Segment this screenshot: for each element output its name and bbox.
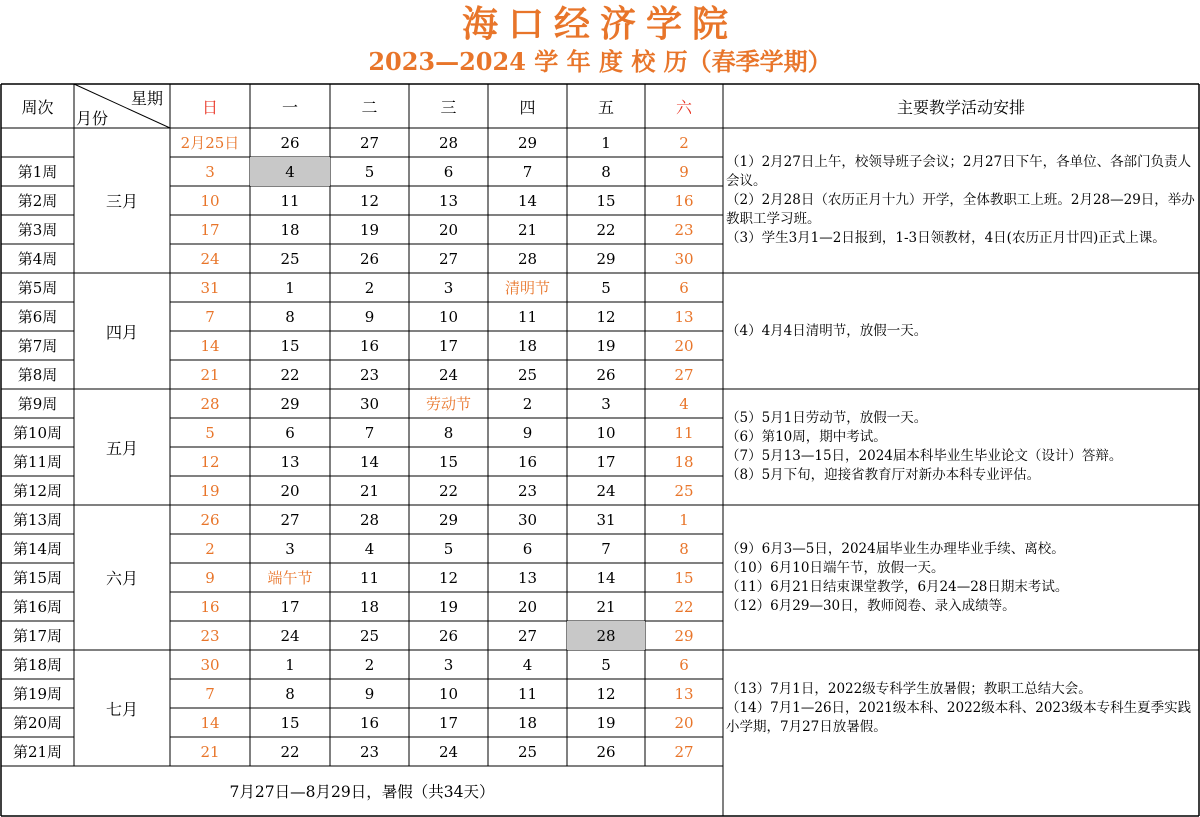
day-cell: 31 xyxy=(200,278,220,297)
day-cell: 23 xyxy=(200,626,220,645)
day-cell: 5 xyxy=(364,162,375,181)
day-cell: 端午节 xyxy=(267,569,313,587)
day-cell: 16 xyxy=(200,597,220,616)
activity-block xyxy=(723,273,1199,389)
day-cell: 16 xyxy=(359,336,380,355)
day-cell: 13 xyxy=(438,191,459,210)
day-cell: 3 xyxy=(205,162,215,181)
day-cell: 1 xyxy=(285,655,295,674)
day-cell: 23 xyxy=(359,742,380,761)
day-cell: 19 xyxy=(200,481,220,500)
day-cell: 3 xyxy=(601,394,611,413)
day-cell: 22 xyxy=(596,220,616,239)
page-title: 海口经济学院 xyxy=(461,3,738,45)
day-cell: 24 xyxy=(200,249,220,268)
day-cell: 11 xyxy=(517,307,538,326)
week-label: 第15周 xyxy=(12,569,63,587)
day-cell: 19 xyxy=(596,713,616,732)
weekday-header: 五 xyxy=(597,97,614,117)
day-cell: 26 xyxy=(359,249,380,268)
day-cell: 27 xyxy=(674,365,694,384)
day-cell: 22 xyxy=(674,597,694,616)
day-cell: 12 xyxy=(438,568,459,587)
week-label xyxy=(1,128,74,157)
day-cell: 26 xyxy=(280,133,300,152)
day-cell: 25 xyxy=(280,249,300,268)
day-cell: 8 xyxy=(443,423,454,442)
day-cell: 28 xyxy=(596,626,616,645)
day-cell: 15 xyxy=(674,568,694,587)
day-cell: 25 xyxy=(517,742,538,761)
day-cell: 6 xyxy=(285,423,295,442)
day-cell: 12 xyxy=(596,307,616,326)
day-cell: 28 xyxy=(438,133,459,152)
day-cell: 6 xyxy=(443,162,454,181)
week-label: 第11周 xyxy=(12,453,63,471)
day-cell: 21 xyxy=(596,597,616,616)
day-cell: 30 xyxy=(359,394,380,413)
week-label: 第5周 xyxy=(17,279,58,297)
day-cell: 7 xyxy=(601,539,611,558)
day-cell: 15 xyxy=(438,452,459,471)
weekday-header: 日 xyxy=(201,97,218,117)
day-cell: 3 xyxy=(443,278,454,297)
day-cell: 20 xyxy=(517,597,538,616)
month-label: 三月 xyxy=(105,192,138,211)
day-cell: 21 xyxy=(200,365,220,384)
day-cell: 12 xyxy=(200,452,220,471)
day-cell: 21 xyxy=(517,220,538,239)
day-cell: 23 xyxy=(674,220,694,239)
day-cell: 23 xyxy=(359,365,380,384)
day-cell: 24 xyxy=(438,742,459,761)
corner-month-label: 月份 xyxy=(76,109,109,128)
day-cell: 25 xyxy=(517,365,538,384)
day-cell: 17 xyxy=(438,336,459,355)
week-label: 第17周 xyxy=(12,627,63,645)
day-cell: 6 xyxy=(679,655,689,674)
week-column-header: 周次 xyxy=(21,97,54,117)
week-label: 第3周 xyxy=(17,221,58,239)
weekday-header: 四 xyxy=(519,97,536,117)
weekday-header: 六 xyxy=(675,97,692,117)
day-cell: 29 xyxy=(596,249,616,268)
activity-line: （3）学生3月1—2日报到，1-3日领教材，4日(农历正月廿四)正式上课。 xyxy=(726,230,1166,246)
week-label: 第19周 xyxy=(12,685,63,703)
weekday-header: 二 xyxy=(361,97,378,117)
day-cell: 10 xyxy=(596,423,616,442)
weekday-header: 一 xyxy=(281,97,298,117)
day-cell: 28 xyxy=(517,249,538,268)
day-cell: 20 xyxy=(280,481,300,500)
day-cell: 18 xyxy=(280,220,300,239)
day-cell: 17 xyxy=(200,220,220,239)
day-cell: 清明节 xyxy=(504,279,550,297)
day-cell: 2 xyxy=(522,394,533,413)
day-cell: 8 xyxy=(679,539,689,558)
day-cell: 6 xyxy=(522,539,533,558)
day-cell: 16 xyxy=(517,452,538,471)
day-cell: 15 xyxy=(280,713,300,732)
day-cell: 8 xyxy=(601,162,611,181)
day-cell: 19 xyxy=(596,336,616,355)
day-cell: 26 xyxy=(596,742,616,761)
day-cell: 14 xyxy=(200,713,220,732)
day-cell: 11 xyxy=(517,684,538,703)
day-cell: 5 xyxy=(601,655,611,674)
activity-line: （2）2月28日（农历正月十九）开学，全体教职工上班。2月28—29日，举办教职工学习班。 xyxy=(726,192,1195,227)
activity-line: （14）7月1—26日，2021级本科、2022级本科、2023级本专科生夏季实践小学期，7月27日放暑假。 xyxy=(726,699,1192,735)
day-cell: 29 xyxy=(674,626,694,645)
day-cell: 1 xyxy=(679,510,689,529)
day-cell: 17 xyxy=(280,597,300,616)
day-cell: 9 xyxy=(679,162,689,181)
day-cell: 14 xyxy=(517,191,538,210)
day-cell: 4 xyxy=(364,539,375,558)
day-cell: 30 xyxy=(200,655,220,674)
day-cell: 21 xyxy=(200,742,220,761)
day-cell: 22 xyxy=(280,742,300,761)
day-cell: 26 xyxy=(200,510,220,529)
day-cell: 14 xyxy=(359,452,380,471)
day-cell: 17 xyxy=(438,713,459,732)
day-cell: 27 xyxy=(438,249,459,268)
day-cell: 15 xyxy=(596,191,616,210)
day-cell: 2 xyxy=(364,655,375,674)
activity-line: （6）第10周，期中考试。 xyxy=(726,429,887,445)
day-cell: 26 xyxy=(596,365,616,384)
day-cell: 14 xyxy=(596,568,616,587)
day-cell: 18 xyxy=(359,597,380,616)
week-label: 第21周 xyxy=(12,743,63,761)
day-cell: 4 xyxy=(285,162,295,181)
day-cell: 30 xyxy=(517,510,538,529)
day-cell: 10 xyxy=(438,307,459,326)
month-label: 六月 xyxy=(105,569,138,588)
week-label: 第18周 xyxy=(12,656,63,674)
summer-vacation-note: 7月27日—8月29日，暑假（共34天） xyxy=(229,783,495,801)
activity-line: （13）7月1日，2022级专科学生放暑假；教职工总结大会。 xyxy=(726,680,1092,697)
day-cell: 4 xyxy=(679,394,689,413)
day-cell: 9 xyxy=(364,684,375,703)
day-cell: 8 xyxy=(285,684,295,703)
activity-line: （5）5月1日劳动节，放假一天。 xyxy=(726,410,928,426)
day-cell: 12 xyxy=(596,684,616,703)
day-cell: 27 xyxy=(674,742,694,761)
day-cell: 22 xyxy=(438,481,459,500)
day-cell: 12 xyxy=(359,191,380,210)
day-cell: 25 xyxy=(674,481,694,500)
week-label: 第1周 xyxy=(17,163,58,181)
week-label: 第4周 xyxy=(17,250,58,268)
day-cell: 1 xyxy=(601,133,611,152)
week-label: 第9周 xyxy=(17,395,58,413)
activity-line: （8）5月下旬，迎接省教育厅对新办本科专业评估。 xyxy=(726,467,1041,483)
day-cell: 5 xyxy=(443,539,454,558)
day-cell: 20 xyxy=(674,713,694,732)
week-label: 第7周 xyxy=(17,337,58,355)
day-cell: 7 xyxy=(364,423,375,442)
day-cell: 7 xyxy=(205,307,215,326)
day-cell: 30 xyxy=(674,249,694,268)
day-cell: 7 xyxy=(205,684,215,703)
day-cell: 13 xyxy=(280,452,300,471)
day-cell: 13 xyxy=(674,307,694,326)
day-cell: 18 xyxy=(674,452,694,471)
activities-header: 主要教学活动安排 xyxy=(896,97,1025,117)
day-cell: 4 xyxy=(522,655,533,674)
day-cell: 9 xyxy=(522,423,533,442)
day-cell: 10 xyxy=(200,191,220,210)
day-cell: 27 xyxy=(517,626,538,645)
activity-block xyxy=(723,650,1199,766)
day-cell: 31 xyxy=(596,510,616,529)
page-subtitle: 2023—2024 学 年 度 校 历（春季学期） xyxy=(368,47,832,76)
day-cell: 27 xyxy=(280,510,300,529)
corner-weekday-label: 星期 xyxy=(131,89,164,108)
week-label: 第12周 xyxy=(12,482,63,500)
activity-block xyxy=(723,505,1199,650)
day-cell: 2 xyxy=(679,133,689,152)
week-label: 第14周 xyxy=(12,540,63,558)
day-cell: 3 xyxy=(443,655,454,674)
week-label: 第16周 xyxy=(12,598,63,616)
activity-line: （11）6月21日结束课堂教学，6月24—28日期末考试。 xyxy=(726,578,1069,595)
activity-block xyxy=(723,389,1199,505)
month-label: 七月 xyxy=(105,699,138,719)
activity-line: （10）6月10日端午节，放假一天。 xyxy=(726,559,945,576)
month-label: 五月 xyxy=(105,438,138,458)
week-label: 第13周 xyxy=(12,511,63,529)
day-cell: 20 xyxy=(674,336,694,355)
day-cell: 28 xyxy=(200,394,220,413)
day-cell: 5 xyxy=(205,423,215,442)
month-label: 四月 xyxy=(105,322,138,342)
day-cell: 18 xyxy=(517,713,538,732)
activity-line: （9）6月3—5日，2024届毕业生办理毕业手续、离校。 xyxy=(726,540,1065,557)
weekday-header: 三 xyxy=(440,97,457,117)
day-cell: 17 xyxy=(596,452,616,471)
day-cell: 3 xyxy=(285,539,295,558)
day-cell: 19 xyxy=(359,220,380,239)
day-cell: 26 xyxy=(438,626,459,645)
day-cell: 14 xyxy=(200,336,220,355)
day-cell: 15 xyxy=(280,336,300,355)
activity-line: （7）5月13—15日，2024届本科毕业生毕业论文（设计）答辩。 xyxy=(726,448,1123,464)
week-label: 第20周 xyxy=(12,714,63,732)
day-cell: 8 xyxy=(285,307,295,326)
day-cell: 29 xyxy=(280,394,300,413)
day-cell: 2 xyxy=(205,539,215,558)
day-cell: 25 xyxy=(359,626,380,645)
day-cell: 27 xyxy=(359,133,380,152)
day-cell: 11 xyxy=(359,568,380,587)
day-cell: 13 xyxy=(674,684,694,703)
day-cell: 11 xyxy=(674,423,694,442)
activity-line: （1）2月27日上午，校领导班子会议；2月27日下午，各单位、各部门负责人会议。 xyxy=(726,154,1192,189)
week-label: 第6周 xyxy=(17,308,58,326)
day-cell: 23 xyxy=(517,481,538,500)
day-cell: 16 xyxy=(359,713,380,732)
day-cell: 1 xyxy=(285,278,295,297)
day-cell: 2 xyxy=(364,278,375,297)
activity-block xyxy=(723,128,1199,273)
day-cell: 7 xyxy=(522,162,533,181)
day-cell: 5 xyxy=(601,278,611,297)
day-cell: 2月25日 xyxy=(180,134,240,152)
day-cell: 24 xyxy=(596,481,616,500)
day-cell: 20 xyxy=(438,220,459,239)
day-cell: 28 xyxy=(359,510,380,529)
week-label: 第10周 xyxy=(12,424,63,442)
week-label: 第2周 xyxy=(17,192,58,210)
day-cell: 16 xyxy=(674,191,694,210)
day-cell: 10 xyxy=(438,684,459,703)
week-label: 第8周 xyxy=(17,366,58,384)
activity-line: （12）6月29—30日，教师阅卷、录入成绩等。 xyxy=(726,597,1016,614)
day-cell: 13 xyxy=(517,568,538,587)
day-cell: 11 xyxy=(280,191,300,210)
day-cell: 6 xyxy=(679,278,689,297)
day-cell: 24 xyxy=(280,626,300,645)
day-cell: 18 xyxy=(517,336,538,355)
day-cell: 29 xyxy=(438,510,459,529)
activity-line: （4）4月4日清明节，放假一天。 xyxy=(726,322,928,339)
day-cell: 9 xyxy=(205,568,215,587)
day-cell: 劳动节 xyxy=(425,395,471,413)
day-cell: 19 xyxy=(438,597,459,616)
day-cell: 21 xyxy=(359,481,380,500)
day-cell: 24 xyxy=(438,365,459,384)
day-cell: 9 xyxy=(364,307,375,326)
day-cell: 29 xyxy=(517,133,538,152)
day-cell: 22 xyxy=(280,365,300,384)
